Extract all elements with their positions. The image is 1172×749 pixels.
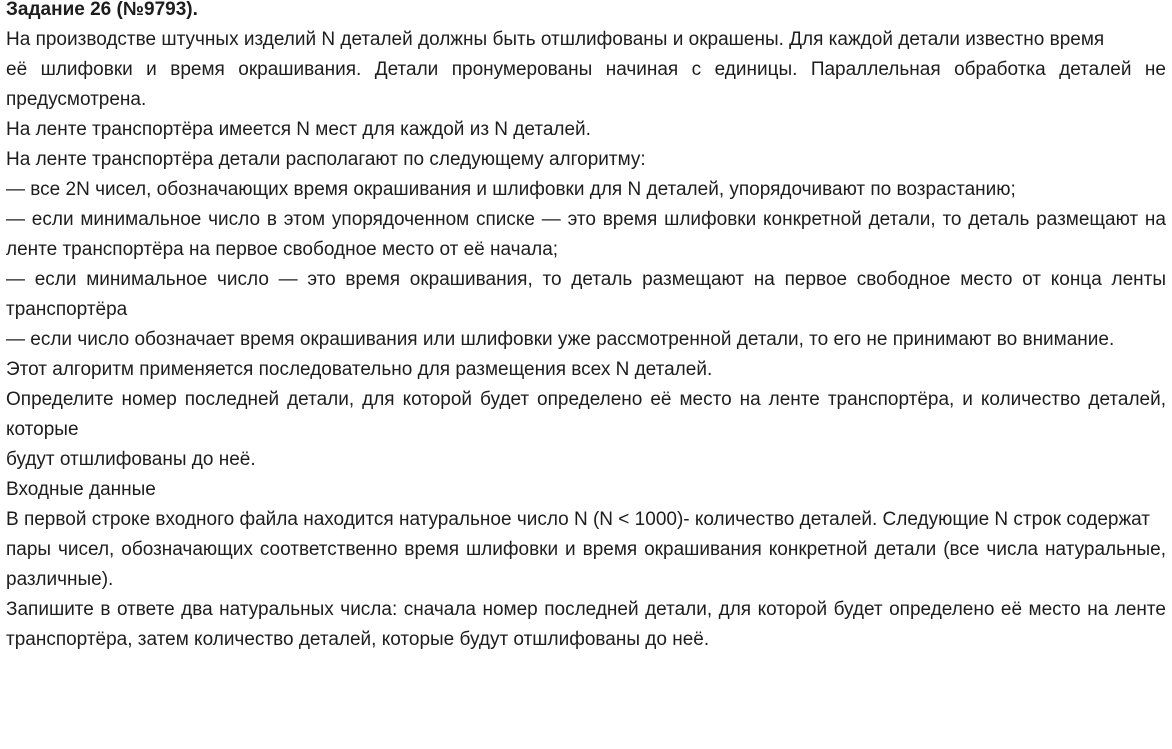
task-paragraph-8: — если число обозначает время окрашивания или шлифовки уже рассмотренной детали, то его не принимают во внимание. xyxy=(6,329,1115,350)
task-paragraph-1: На производстве штучных изделий N деталей должны быть отшлифованы и окрашены. Для каждой детали известно время xyxy=(6,29,1105,50)
task-paragraph-14: пары чисел, обозначающих соответственно время шлифовки и время окрашивания конкретной детали (все числа натуральные, различные). xyxy=(6,539,1166,590)
task-paragraph-15: Запишите в ответе два натуральных числа: сначала номер последней детали, для которой будет определено её место на ленте транспортёра, затем количество деталей, которые будут отшлифованы до неё. xyxy=(6,599,1166,650)
task-paragraph-7: — если минимальное число — это время окрашивания, то деталь размещают на первое свободное место от конца ленты транспортёра xyxy=(6,269,1166,320)
task-paragraph-5: — все 2N чисел, обозначающих время окрашивания и шлифовки для N деталей, упорядочивают по возрастанию; xyxy=(6,179,1016,200)
task-paragraph-10: Определите номер последней детали, для которой будет определено её место на ленте транспортёра, и количество деталей, которые xyxy=(6,389,1166,440)
task-paragraph-13: В первой строке входного файла находится натуральное число N (N < 1000)- количество деталей. Следующие N строк содержат xyxy=(6,509,1151,530)
task-paragraph-9: Этот алгоритм применяется последовательно для размещения всех N деталей. xyxy=(6,359,713,380)
task-paragraph-3: На ленте транспортёра имеется N мест для каждой из N деталей. xyxy=(6,119,591,140)
task-paragraph-4: На ленте транспортёра детали располагают по следующему алгоритму: xyxy=(6,149,646,170)
task-title: Задание 26 (№9793). xyxy=(6,0,198,20)
input-section-heading: Входные данные xyxy=(6,479,156,500)
task-paragraph-11: будут отшлифованы до неё. xyxy=(6,449,256,470)
task-paragraph-2: её шлифовки и время окрашивания. Детали пронумерованы начиная с единицы. Параллельная обработка деталей не предусмотрена. xyxy=(6,59,1166,110)
task-paragraph-6: — если минимальное число в этом упорядоченном списке — это время шлифовки конкретной детали, то деталь размещают на ленте транспортёра на первое свободное место от её начала; xyxy=(6,209,1166,260)
